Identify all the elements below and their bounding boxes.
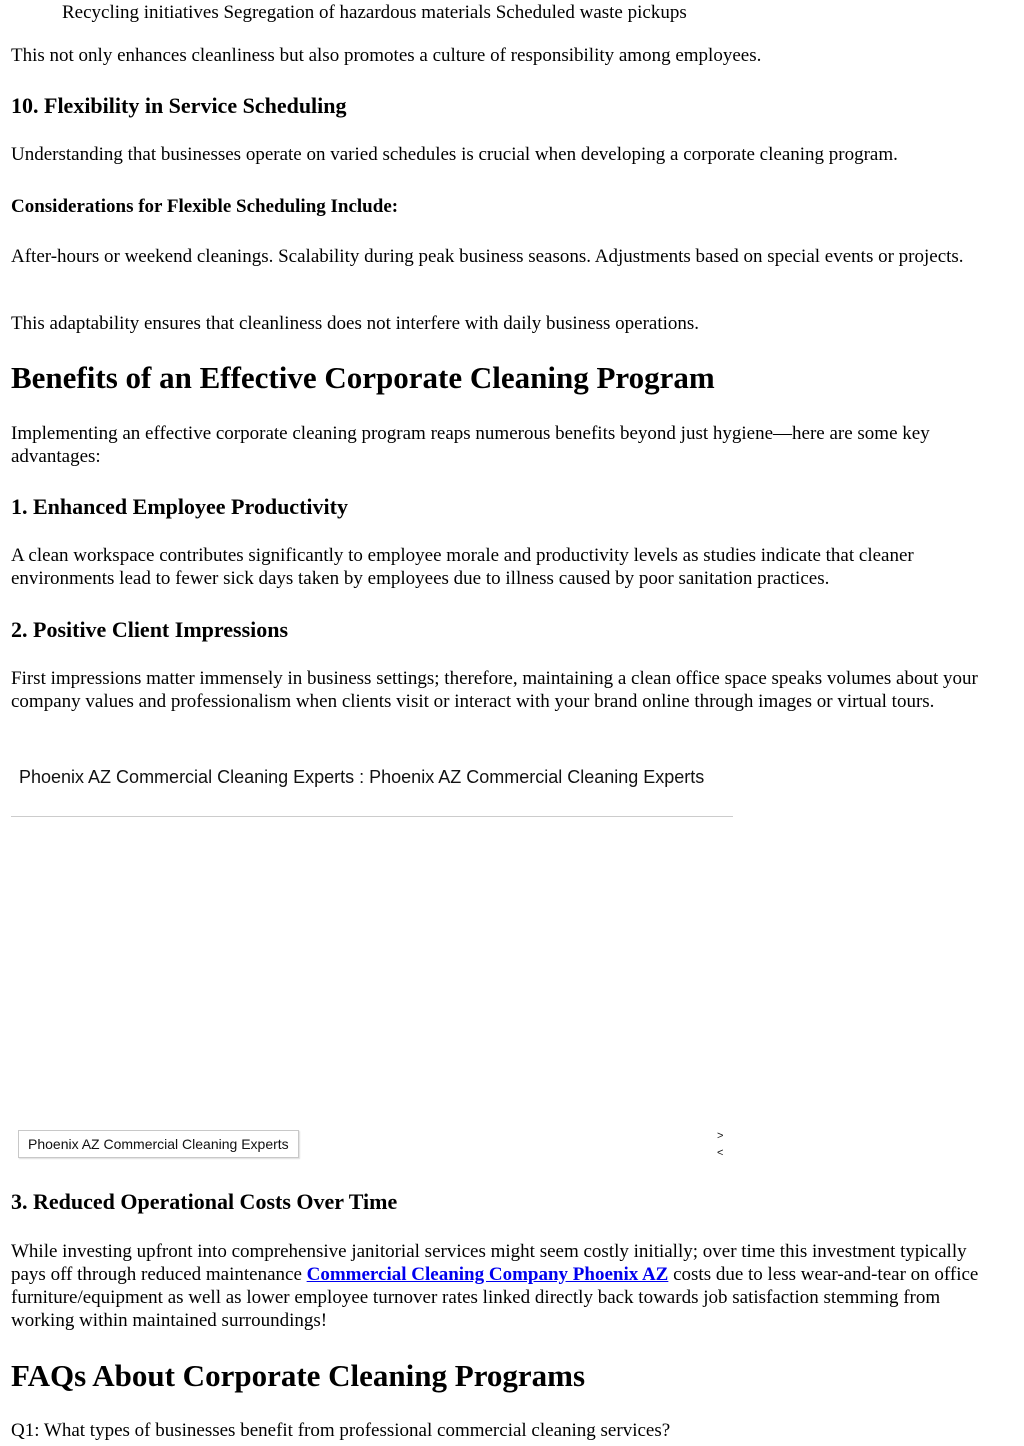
recycling-list-text: Recycling initiatives Segregation of hazardous materials Scheduled waste pickups bbox=[62, 2, 687, 23]
slideshow-title[interactable]: Phoenix AZ Commercial Cleaning Experts : Phoenix AZ Commercial Cleaning Experts bbox=[19, 767, 705, 787]
benefits-intro: Implementing an effective corporate cleaning program reaps numerous benefits beyond just hygiene—here are some key advantages: bbox=[11, 423, 930, 467]
slideshow-embed bbox=[11, 758, 733, 1163]
section-10-list-text: After-hours or weekend cleanings. Scalability during peak business seasons. Adjustments based on special events or projects. bbox=[11, 246, 964, 267]
faq-q1: Q1: What types of businesses benefit from professional commercial cleaning services? bbox=[11, 1420, 671, 1441]
section-10-subheading: Considerations for Flexible Scheduling Include: bbox=[11, 196, 399, 217]
benefit-3-text-after: costs due to less wear-and-tear on office furniture/equipment as well as lower employee turnover rates linked directly back towards job satisfaction stemming from working within maintained surroundings! bbox=[11, 1264, 979, 1331]
benefit-2-text: First impressions matter immensely in business settings; therefore, maintaining a clean office space speaks volumes about your company values and professionalism when clients visit or interact with your brand online through images or virtual tours. bbox=[11, 668, 978, 712]
culture-paragraph: This not only enhances cleanliness but also promotes a culture of responsibility among employees. bbox=[11, 45, 762, 66]
benefit-3-text-before: While investing upfront into comprehensive janitorial services might seem costly initially; over time this investment typically pays off through reduced maintenance bbox=[11, 1241, 967, 1285]
benefit-1-text: A clean workspace contributes significantly to employee morale and productivity levels as studies indicate that cleaner environments lead to fewer sick days taken by employees due to illness caused by poor sanitation practices. bbox=[11, 545, 914, 589]
benefit-2-heading: 2. Positive Client Impressions bbox=[11, 617, 289, 642]
slideshow-prev-icon[interactable]: < bbox=[717, 1147, 724, 1159]
slideshow-caption-button[interactable]: Phoenix AZ Commercial Cleaning Experts bbox=[18, 1130, 299, 1158]
slideshow-divider bbox=[11, 816, 733, 817]
faqs-heading: FAQs About Corporate Cleaning Programs bbox=[11, 1358, 586, 1393]
benefit-3-heading: 3. Reduced Operational Costs Over Time bbox=[11, 1189, 398, 1214]
benefit-3-text bbox=[11, 1240, 1006, 1332]
slideshow-viewport[interactable] bbox=[11, 818, 733, 1118]
benefit-1-heading: 1. Enhanced Employee Productivity bbox=[11, 494, 348, 519]
benefits-heading: Benefits of an Effective Corporate Cleaning Program bbox=[11, 360, 715, 395]
commercial-cleaning-link[interactable]: Commercial Cleaning Company Phoenix AZ bbox=[306, 1264, 669, 1285]
section-10-heading: 10. Flexibility in Service Scheduling bbox=[11, 93, 347, 118]
section-10-closing: This adaptability ensures that cleanliness does not interfere with daily business operations. bbox=[11, 313, 700, 334]
slideshow-next-icon[interactable]: > bbox=[717, 1130, 724, 1142]
section-10-intro: Understanding that businesses operate on varied schedules is crucial when developing a corporate cleaning program. bbox=[11, 144, 898, 165]
